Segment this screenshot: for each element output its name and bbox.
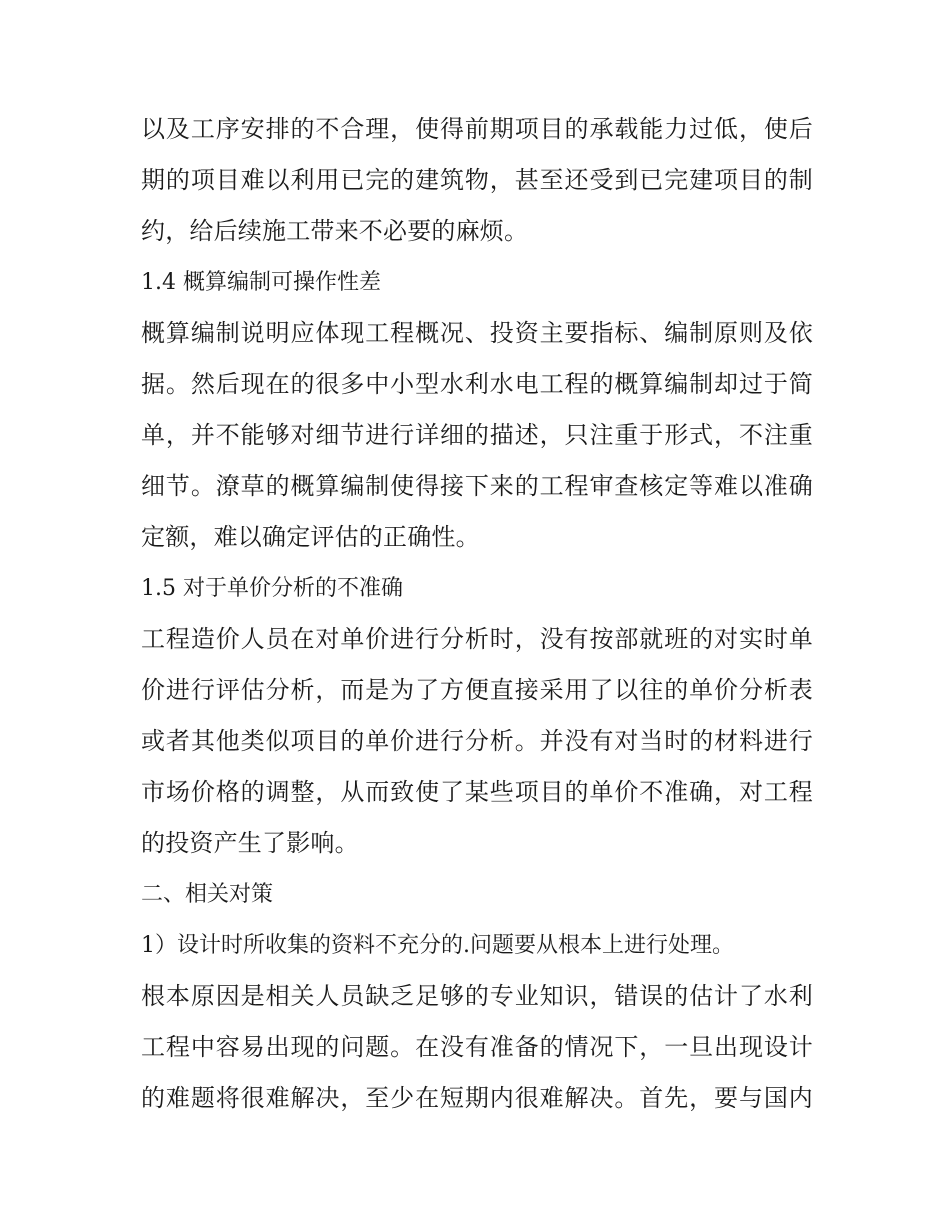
body-line: 工程造价人员在对单价进行分析时，没有按部就班的对实时单 [141,625,813,653]
body-line: 据。然后现在的很多中小型水利水电工程的概算编制却过于简 [141,370,813,398]
subsection-heading-1: 1）设计时所收集的资料不充分的.问题要从根本上进行处理。 [141,933,734,958]
body-line: 单，并不能够对细节进行详细的描述，只注重于形式，不注重 [141,421,813,449]
body-line: 或者其他类似项目的单价进行分析。并没有对当时的材料进行 [141,727,813,755]
body-line: 价进行评估分析，而是为了方便直接采用了以往的单价分析表 [141,676,813,704]
body-line: 的投资产生了影响。 [141,829,359,857]
body-line: 概算编制说明应体现工程概况、投资主要指标、编制原则及依 [141,319,813,347]
section-heading-2: 二、相关对策 [141,882,274,907]
body-line: 期的项目难以利用已完的建筑物，甚至还受到已完建项目的制 [141,166,813,194]
body-line: 市场价格的调整，从而致使了某些项目的单价不准确，对工程 [141,778,813,806]
body-line: 根本原因是相关人员缺乏足够的专业知识，错误的估计了水利 [141,982,813,1010]
body-line: 细节。潦草的概算编制使得接下来的工程审查核定等难以准确 [141,472,813,500]
document-page [141,104,813,1124]
body-line: 定额，难以确定评估的正确性。 [141,523,480,551]
section-heading-1-5: 1.5 对于单价分析的不准确 [141,576,403,601]
body-line: 工程中容易出现的问题。在没有准备的情况下，一旦出现设计 [141,1033,813,1061]
body-line: 的难题将很难解决，至少在短期内很难解决。首先，要与国内 [141,1084,813,1112]
body-line: 以及工序安排的不合理，使得前期项目的承载能力过低，使后 [141,115,813,143]
section-heading-1-4: 1.4 概算编制可操作性差 [141,270,381,295]
body-line: 约，给后续施工带来不必要的麻烦。 [141,217,529,245]
